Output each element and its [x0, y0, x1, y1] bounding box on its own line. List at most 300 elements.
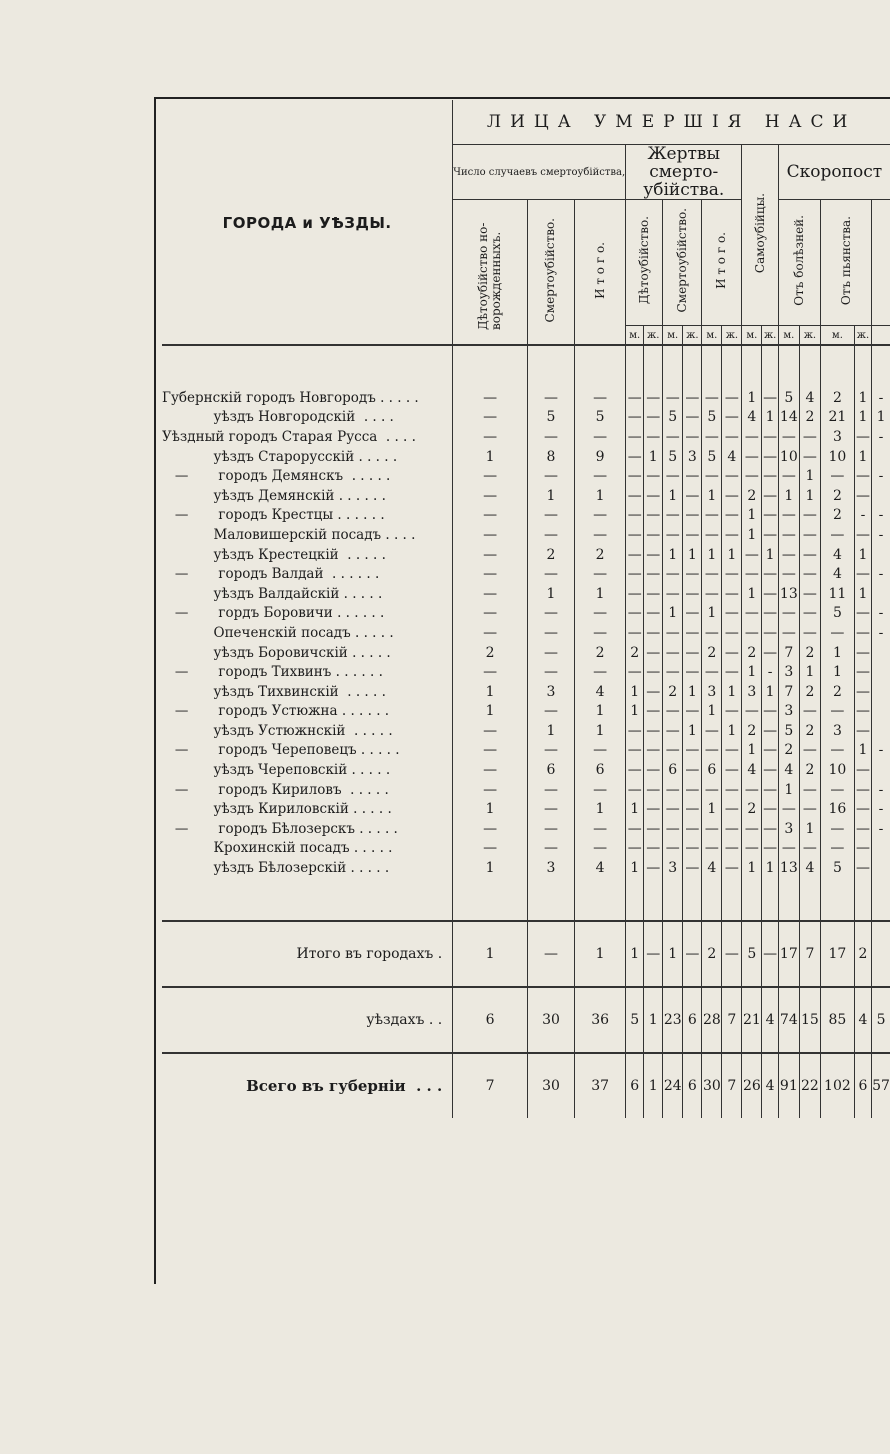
- value-cell: —: [644, 564, 663, 584]
- value-cell: 4: [702, 858, 722, 878]
- value-cell: 2: [742, 799, 762, 819]
- value-cell: —: [626, 466, 644, 486]
- value-cell: 1: [453, 799, 528, 819]
- value-cell: —: [855, 487, 870, 504]
- value-cell: —: [722, 506, 742, 526]
- sex-f: ж.: [762, 326, 778, 346]
- value-cell: 2: [820, 682, 854, 702]
- sex-m: м.: [820, 326, 854, 346]
- value-cell: 5: [575, 408, 626, 428]
- value-cell: —: [799, 604, 820, 624]
- value-cell: —: [626, 623, 644, 643]
- table-row: [162, 623, 890, 643]
- value-cell: 2: [453, 643, 528, 663]
- value-cell: 1: [702, 545, 722, 565]
- value-cell: —: [763, 389, 778, 406]
- col-drunkenness: Отъ пьянства.: [820, 200, 871, 326]
- value-cell: 5: [702, 447, 722, 467]
- value-cell: 1: [527, 584, 574, 604]
- value-cell: —: [644, 623, 663, 643]
- value-cell: 1: [820, 662, 854, 682]
- value-cell: —: [855, 722, 870, 739]
- value-cell: 1: [644, 447, 663, 467]
- value-cell: 4: [575, 858, 626, 878]
- value-cell: 1: [453, 682, 528, 702]
- value-cell: —: [763, 605, 778, 622]
- value-cell: —: [626, 486, 644, 506]
- value-cell: 1: [575, 486, 626, 506]
- value-cell: —: [742, 564, 762, 584]
- value-cell: 2: [778, 741, 799, 761]
- value-cell: —: [644, 427, 663, 447]
- value-cell: 1: [778, 486, 799, 506]
- value-cell: —: [702, 525, 722, 545]
- sex-m: м.: [742, 326, 762, 346]
- value-cell: —: [644, 682, 663, 702]
- sex-m: м.: [702, 326, 722, 346]
- value-cell: —: [453, 564, 528, 584]
- value-cell: —: [799, 702, 820, 722]
- value-cell: —: [453, 525, 528, 545]
- value-cell: 4: [762, 1053, 778, 1118]
- value-cell: —: [527, 506, 574, 526]
- value-cell: 2: [702, 643, 722, 663]
- value-cell: —: [820, 780, 854, 800]
- value-cell: 6: [702, 760, 722, 780]
- value-cell: 2: [820, 486, 854, 506]
- value-cell: 4: [854, 987, 871, 1053]
- row-name: уѣздъ Бѣлозерскій . . . . .: [162, 860, 390, 877]
- value-cell: 1: [575, 799, 626, 819]
- sex-f: ж.: [683, 326, 702, 346]
- table-row: [162, 682, 890, 702]
- value-cell: —: [702, 780, 722, 800]
- value-cell: 2: [799, 760, 820, 780]
- value-cell: —: [763, 585, 778, 602]
- value-cell: —: [644, 702, 663, 722]
- value-cell: —: [575, 506, 626, 526]
- value-cell: 28: [702, 987, 722, 1053]
- value-cell: 13: [779, 860, 798, 877]
- value-cell: [872, 702, 890, 722]
- value-cell: [872, 486, 890, 506]
- value-cell: -: [872, 525, 890, 545]
- value-cell: —: [855, 781, 870, 798]
- value-cell: 3: [663, 858, 683, 878]
- row-name: — городъ Тихвинъ . . . . . .: [162, 664, 383, 681]
- value-cell: —: [644, 921, 663, 987]
- value-cell: —: [702, 662, 722, 682]
- value-cell: —: [742, 819, 762, 839]
- value-cell: 5: [663, 447, 683, 467]
- value-cell: —: [626, 525, 644, 545]
- value-cell: —: [702, 388, 722, 408]
- value-cell: —: [762, 921, 778, 987]
- value-cell: —: [855, 762, 870, 779]
- value-cell: —: [626, 780, 644, 800]
- value-cell: —: [763, 703, 778, 720]
- value-cell: —: [527, 427, 574, 447]
- value-cell: —: [742, 447, 762, 467]
- sex-f: ж.: [644, 326, 663, 346]
- value-cell: —: [644, 486, 663, 506]
- value-cell: —: [626, 584, 644, 604]
- value-cell: 2: [742, 486, 762, 506]
- value-cell: —: [575, 427, 626, 447]
- value-cell: —: [722, 858, 742, 878]
- value-cell: —: [663, 741, 683, 761]
- value-cell: —: [820, 702, 854, 722]
- table-row: [162, 780, 890, 800]
- value-cell: —: [644, 819, 663, 839]
- value-cell: —: [644, 858, 663, 878]
- row-name: Всего въ губерніи . . .: [162, 1053, 453, 1118]
- value-cell: 1: [702, 604, 722, 624]
- group-cases: Число случаевъ смертоубійства,: [453, 145, 626, 200]
- value-cell: 1: [683, 545, 702, 565]
- sex-f: ж.: [722, 326, 742, 346]
- value-cell: —: [855, 605, 870, 622]
- value-cell: 4: [762, 987, 778, 1053]
- value-cell: —: [453, 427, 528, 447]
- value-cell: —: [527, 741, 574, 761]
- value-cell: 2: [799, 408, 820, 428]
- value-cell: —: [763, 781, 778, 798]
- value-cell: 7: [722, 987, 742, 1053]
- value-cell: 1: [527, 721, 574, 741]
- value-cell: 1: [702, 702, 722, 722]
- value-cell: —: [855, 526, 870, 543]
- col-victim-infanticide: Дѣтоубійство.: [626, 200, 663, 326]
- value-cell: [872, 447, 890, 467]
- value-cell: [872, 858, 890, 878]
- value-cell: 1: [799, 466, 820, 486]
- col-victim-murder: Смертоубійство.: [663, 200, 702, 326]
- value-cell: —: [644, 780, 663, 800]
- value-cell: 1: [626, 702, 644, 722]
- value-cell: —: [742, 466, 762, 486]
- value-cell: —: [763, 742, 778, 759]
- value-cell: —: [722, 702, 742, 722]
- value-cell: —: [855, 664, 870, 681]
- value-cell: —: [820, 623, 854, 643]
- value-cell: 1: [575, 702, 626, 722]
- value-cell: —: [722, 760, 742, 780]
- table-row: [162, 839, 890, 859]
- row-name: — городъ Валдай . . . . . .: [162, 566, 380, 583]
- value-cell: —: [663, 721, 683, 741]
- value-cell: 1: [742, 525, 762, 545]
- value-cell: —: [702, 466, 722, 486]
- value-cell: —: [763, 487, 778, 504]
- value-cell: —: [799, 584, 820, 604]
- value-cell: —: [663, 506, 683, 526]
- value-cell: 1: [626, 858, 644, 878]
- row-name: уѣздъ Череповскій . . . . .: [162, 762, 391, 779]
- value-cell: —: [763, 448, 778, 465]
- value-cell: —: [683, 525, 702, 545]
- value-cell: —: [575, 780, 626, 800]
- value-cell: —: [644, 643, 663, 663]
- value-cell: —: [626, 604, 644, 624]
- table-row: [162, 447, 890, 467]
- value-cell: 3: [820, 721, 854, 741]
- value-cell: —: [778, 506, 799, 526]
- value-cell: 3: [683, 447, 702, 467]
- value-cell: —: [778, 545, 799, 565]
- value-cell: 7: [799, 921, 820, 987]
- table-row: [162, 702, 890, 722]
- value-cell: —: [722, 427, 742, 447]
- value-cell: 57: [872, 1053, 890, 1118]
- value-cell: 2: [799, 682, 820, 702]
- value-cell: 5: [778, 388, 799, 408]
- value-cell: —: [683, 427, 702, 447]
- value-cell: —: [663, 427, 683, 447]
- value-cell: 1: [762, 858, 778, 878]
- value-cell: —: [722, 819, 742, 839]
- value-cell: 2: [799, 721, 820, 741]
- value-cell: 21: [742, 987, 762, 1053]
- value-cell: —: [778, 799, 799, 819]
- value-cell: 17: [778, 921, 799, 987]
- value-cell: 102: [820, 1053, 854, 1118]
- value-cell: 23: [663, 987, 683, 1053]
- value-cell: —: [763, 820, 778, 837]
- value-cell: —: [527, 466, 574, 486]
- total-row: [162, 921, 890, 987]
- value-cell: 1: [742, 388, 762, 408]
- value-cell: 4: [799, 858, 820, 878]
- value-cell: —: [453, 506, 528, 526]
- value-cell: [872, 662, 890, 682]
- row-name: Уѣздный городъ Старая Русса . . . .: [162, 428, 416, 445]
- value-cell: 30: [527, 1053, 574, 1118]
- value-cell: —: [663, 702, 683, 722]
- value-cell: —: [799, 447, 820, 467]
- value-cell: 1: [854, 447, 871, 467]
- value-cell: —: [527, 819, 574, 839]
- value-cell: [872, 921, 890, 987]
- value-cell: —: [626, 839, 644, 859]
- value-cell: —: [644, 760, 663, 780]
- value-cell: 6: [626, 1053, 644, 1118]
- row-name: — городъ Устюжна . . . . . .: [162, 703, 390, 720]
- value-cell: 16: [820, 799, 854, 819]
- value-cell: 1: [762, 545, 778, 565]
- row-name: Опеченскій посадъ . . . . .: [162, 624, 394, 641]
- value-cell: 74: [778, 987, 799, 1053]
- value-cell: 6: [683, 987, 702, 1053]
- value-cell: —: [722, 408, 742, 428]
- value-cell: 2: [799, 643, 820, 663]
- row-name: уѣздъ Старорусскій . . . . .: [162, 448, 398, 465]
- total-row: [162, 987, 890, 1053]
- value-cell: —: [683, 760, 702, 780]
- value-cell: —: [644, 741, 663, 761]
- value-cell: —: [820, 741, 854, 761]
- value-cell: —: [527, 921, 574, 987]
- value-cell: -: [872, 506, 890, 526]
- value-cell: —: [683, 741, 702, 761]
- value-cell: 1: [762, 682, 778, 702]
- row-label-header: [162, 100, 453, 345]
- group-victims: Жертвы смерто-убійства.: [626, 145, 742, 200]
- value-cell: —: [527, 702, 574, 722]
- value-cell: —: [663, 584, 683, 604]
- value-cell: —: [683, 780, 702, 800]
- value-cell: 4: [778, 760, 799, 780]
- table-row: [162, 564, 890, 584]
- value-cell: [872, 682, 890, 702]
- value-cell: 1: [702, 799, 722, 819]
- value-cell: —: [644, 839, 663, 859]
- value-cell: —: [855, 840, 870, 857]
- value-cell: —: [778, 427, 799, 447]
- value-cell: —: [855, 566, 870, 583]
- row-name: — городъ Демянскъ . . . . .: [162, 468, 391, 485]
- value-cell: —: [527, 662, 574, 682]
- row-name: — городъ Крестцы . . . . . .: [162, 507, 385, 524]
- value-cell: 1: [854, 408, 871, 428]
- value-cell: —: [527, 564, 574, 584]
- value-cell: —: [453, 839, 528, 859]
- value-cell: 5: [742, 921, 762, 987]
- value-cell: -: [872, 564, 890, 584]
- value-cell: —: [575, 388, 626, 408]
- row-name: уѣздъ Боровичскій . . . . .: [162, 644, 391, 661]
- value-cell: —: [663, 839, 683, 859]
- value-cell: 1: [799, 819, 820, 839]
- value-cell: 30: [702, 1053, 722, 1118]
- value-cell: 6: [575, 760, 626, 780]
- value-cell: -: [872, 427, 890, 447]
- value-cell: 10: [820, 447, 854, 467]
- value-cell: 26: [742, 1053, 762, 1118]
- value-cell: —: [626, 447, 644, 467]
- value-cell: 2: [742, 643, 762, 663]
- value-cell: —: [763, 468, 778, 485]
- value-cell: —: [778, 564, 799, 584]
- value-cell: 1: [575, 584, 626, 604]
- value-cell: -: [872, 741, 890, 761]
- value-cell: —: [799, 623, 820, 643]
- value-cell: —: [855, 860, 870, 877]
- table-row: [162, 662, 890, 682]
- row-name: Крохинскій посадъ . . . . .: [162, 840, 393, 857]
- value-cell: —: [799, 545, 820, 565]
- value-cell: 1: [663, 486, 683, 506]
- table-row: [162, 604, 890, 624]
- value-cell: —: [663, 799, 683, 819]
- value-cell: —: [763, 644, 778, 661]
- value-cell: 1: [683, 721, 702, 741]
- value-cell: —: [722, 780, 742, 800]
- value-cell: —: [742, 623, 762, 643]
- row-name: уѣздъ Тихвинскій . . . . .: [162, 683, 386, 700]
- table-row: [162, 466, 890, 486]
- value-cell: —: [663, 564, 683, 584]
- value-cell: —: [575, 525, 626, 545]
- value-cell: —: [722, 741, 742, 761]
- value-cell: —: [575, 819, 626, 839]
- value-cell: —: [626, 388, 644, 408]
- group-sudden: Скоропост: [778, 145, 890, 200]
- value-cell: —: [855, 428, 870, 445]
- value-cell: —: [742, 427, 762, 447]
- value-cell: —: [722, 486, 742, 506]
- value-cell: —: [702, 741, 722, 761]
- value-cell: 15: [799, 987, 820, 1053]
- value-cell: 1: [626, 682, 644, 702]
- value-cell: 1: [742, 584, 762, 604]
- value-cell: —: [644, 408, 663, 428]
- value-cell: —: [799, 799, 820, 819]
- value-cell: —: [453, 760, 528, 780]
- value-cell: —: [453, 662, 528, 682]
- value-cell: —: [763, 624, 778, 641]
- value-cell: 4: [742, 760, 762, 780]
- value-cell: 6: [854, 1053, 871, 1118]
- value-cell: 1: [742, 506, 762, 526]
- value-cell: —: [575, 623, 626, 643]
- value-cell: —: [683, 702, 702, 722]
- value-cell: —: [527, 604, 574, 624]
- value-cell: —: [626, 545, 644, 565]
- value-cell: 5: [527, 408, 574, 428]
- value-cell: —: [683, 564, 702, 584]
- total-row: [162, 1053, 890, 1118]
- table-row: [162, 506, 890, 526]
- value-cell: 1: [644, 987, 663, 1053]
- value-cell: —: [722, 623, 742, 643]
- value-cell: —: [527, 839, 574, 859]
- value-cell: 30: [527, 987, 574, 1053]
- value-cell: 1: [872, 408, 890, 428]
- value-cell: —: [778, 839, 799, 859]
- value-cell: 6: [527, 760, 574, 780]
- value-cell: —: [763, 507, 778, 524]
- value-cell: —: [778, 604, 799, 624]
- value-cell: 1: [644, 1053, 663, 1118]
- col-suicides: Самоубійцы.: [742, 145, 779, 326]
- value-cell: —: [799, 427, 820, 447]
- col-murder: Смертоубійство.: [527, 200, 574, 346]
- value-cell: —: [575, 741, 626, 761]
- value-cell: [872, 545, 890, 565]
- value-cell: -: [762, 662, 778, 682]
- value-cell: 5: [872, 987, 890, 1053]
- value-cell: 1: [854, 584, 871, 604]
- value-cell: —: [626, 760, 644, 780]
- row-name: уѣздъ Устюжнскій . . . . .: [162, 722, 393, 739]
- value-cell: 1: [722, 682, 742, 702]
- value-cell: —: [453, 408, 528, 428]
- value-cell: —: [778, 466, 799, 486]
- value-cell: 3: [820, 427, 854, 447]
- value-cell: 2: [702, 921, 722, 987]
- table-row: [162, 584, 890, 604]
- value-cell: 7: [722, 1053, 742, 1118]
- value-cell: 4: [742, 408, 762, 428]
- value-cell: 7: [453, 1053, 528, 1118]
- value-cell: 13: [779, 585, 798, 602]
- value-cell: —: [683, 506, 702, 526]
- value-cell: —: [722, 662, 742, 682]
- value-cell: 2: [527, 545, 574, 565]
- table-row: [162, 486, 890, 506]
- value-cell: 6: [683, 1053, 702, 1118]
